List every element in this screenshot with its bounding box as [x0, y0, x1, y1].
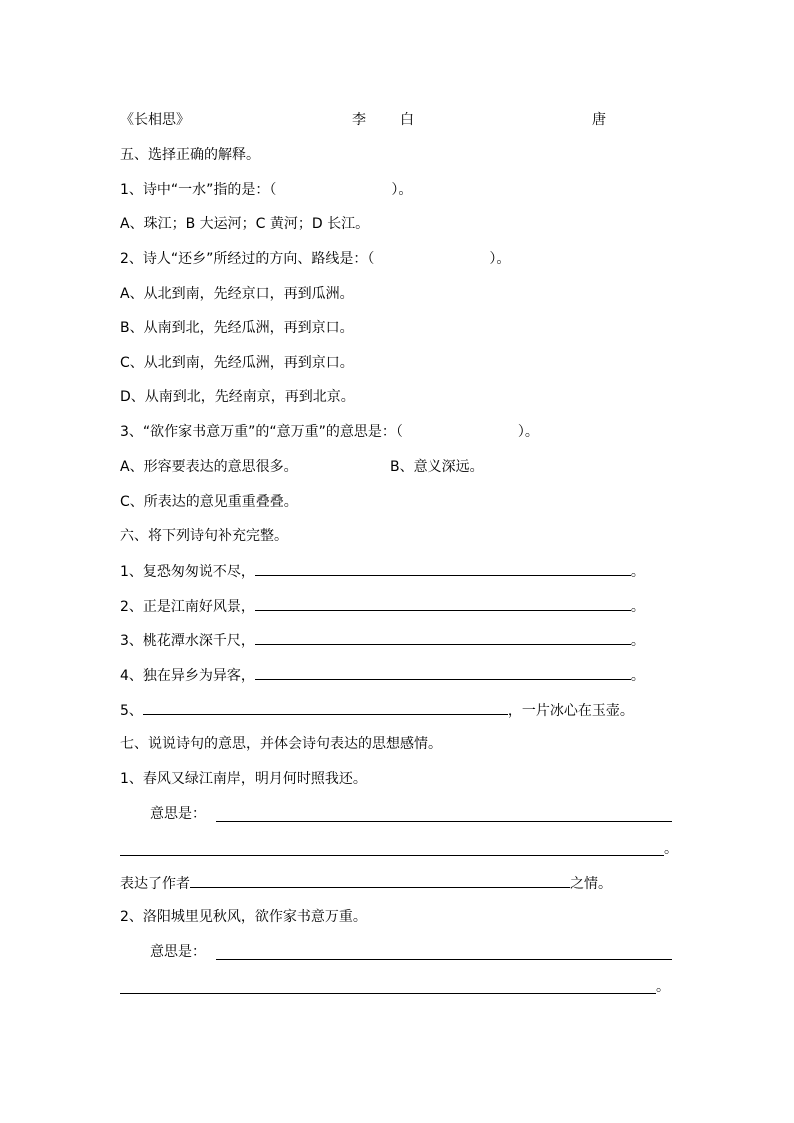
- fill-line-4-blank[interactable]: [255, 665, 631, 680]
- fill-line-1-blank[interactable]: [255, 561, 631, 576]
- meaning-2-blank-b[interactable]: [120, 993, 656, 994]
- question-1-options: A、珠江；B 大运河；C 黄河；D 长江。: [120, 216, 370, 232]
- expression-line: [120, 873, 612, 893]
- expression-tail: 之情。: [570, 876, 612, 892]
- fill-line-1: [120, 561, 645, 581]
- question-3-stem: 3、“欲作家书意万重”的“意万重”的意思是：（: [120, 424, 403, 440]
- poem-title: 《长相思》: [120, 112, 190, 128]
- fill-line-1-period: 。: [630, 564, 645, 580]
- question-2-option-a: A、从北到南，先经京口，再到瓜洲。: [120, 286, 354, 302]
- fill-line-4-prompt: 4、独在异乡为异客，: [120, 668, 255, 684]
- author-char-2: 白: [400, 112, 414, 128]
- section-5-heading: 五、选择正确的解释。: [120, 147, 260, 163]
- question-1-stem: 1、诗中“一水”指的是：（: [120, 182, 277, 198]
- question-2-close: ）。: [489, 251, 511, 267]
- question-2-stem: 2、诗人“还乡”所经过的方向、路线是：（: [120, 251, 375, 267]
- fill-line-4: [120, 665, 645, 685]
- question-3-option-a: A、形容要表达的意思很多。: [120, 459, 298, 475]
- meaning-1-blank-a[interactable]: [216, 821, 672, 822]
- fill-line-5-number: 5、: [120, 703, 143, 719]
- meaning-2-blank-a[interactable]: [216, 959, 672, 960]
- fill-line-2: [120, 596, 645, 616]
- fill-line-2-prompt: 2、正是江南好风景，: [120, 599, 255, 615]
- section-6-heading: 六、将下列诗句补充完整。: [120, 528, 288, 544]
- expression-label: 表达了作者: [120, 876, 190, 892]
- fill-line-3-period: 。: [630, 633, 645, 649]
- section-7-heading: 七、说说诗句的意思，并体会诗句表达的思想感情。: [120, 736, 442, 752]
- fill-line-5: [120, 700, 634, 720]
- author-char-1: 李: [352, 112, 366, 128]
- meaning-1-period: 。: [664, 841, 678, 857]
- poem-line-1: 1、春风又绿江南岸，明月何时照我还。: [120, 771, 367, 787]
- meaning-2-period: 。: [656, 979, 670, 995]
- expression-blank[interactable]: [190, 873, 570, 888]
- fill-line-2-blank[interactable]: [255, 596, 631, 611]
- fill-line-4-period: 。: [630, 668, 645, 684]
- meaning-label-2: 意思是：: [150, 944, 206, 960]
- fill-line-3-prompt: 3、桃花潭水深千尺，: [120, 633, 255, 649]
- meaning-1-blank-b[interactable]: [120, 855, 664, 856]
- question-1-close: ）。: [391, 182, 413, 198]
- fill-line-5-blank[interactable]: [143, 700, 508, 715]
- question-2-option-d: D、从南到北，先经南京，再到北京。: [120, 389, 355, 405]
- question-3: [120, 422, 539, 442]
- fill-line-5-tail: ，一片冰心在玉壶。: [507, 703, 634, 719]
- dynasty: 唐: [592, 112, 606, 128]
- fill-line-1-prompt: 1、复恐匆匆说不尽，: [120, 564, 255, 580]
- question-3-close: ）。: [517, 424, 539, 440]
- fill-line-3-blank[interactable]: [255, 630, 631, 645]
- question-3-option-b: B、意义深远。: [390, 459, 484, 475]
- question-1: [120, 180, 412, 200]
- fill-line-3: [120, 630, 645, 650]
- fill-line-2-period: 。: [630, 599, 645, 615]
- question-2-option-c: C、从北到南，先经瓜洲，再到京口。: [120, 355, 354, 371]
- question-2: [120, 249, 510, 269]
- poem-line-2: 2、洛阳城里见秋风，欲作家书意万重。: [120, 909, 367, 925]
- question-3-option-c: C、所表达的意见重重叠叠。: [120, 494, 298, 510]
- meaning-label-1: 意思是：: [150, 806, 206, 822]
- question-2-option-b: B、从南到北，先经瓜洲，再到京口。: [120, 320, 354, 336]
